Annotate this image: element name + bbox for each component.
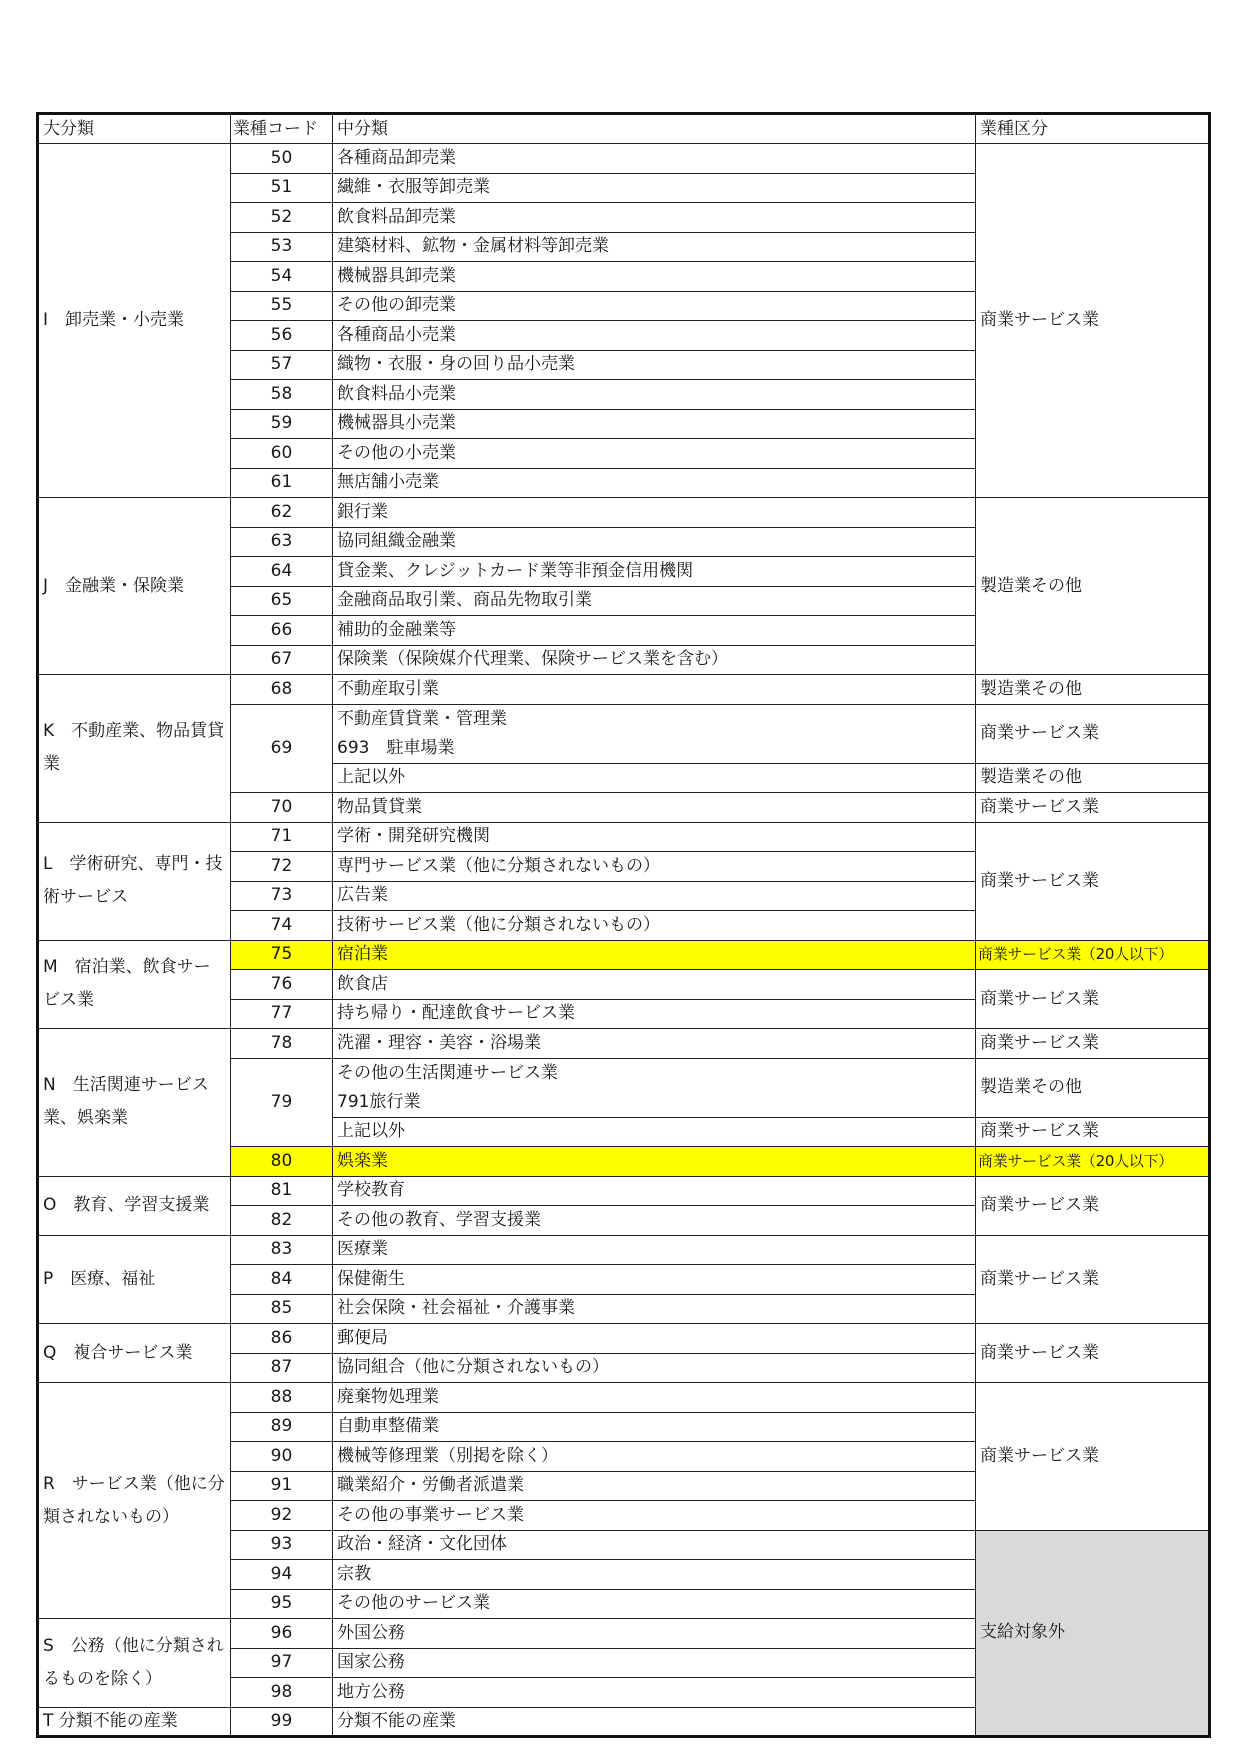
middle-cell: 学術・開発研究機関	[333, 822, 976, 852]
table-row	[38, 144, 1210, 174]
middle-cell: その他の卸売業	[333, 291, 976, 321]
table-row	[38, 675, 1210, 705]
code-cell: 63	[231, 527, 333, 557]
type-cell-excluded: 支給対象外	[976, 1530, 1210, 1737]
code-cell: 75	[231, 940, 333, 970]
code-cell: 64	[231, 557, 333, 587]
table-row	[38, 1029, 1210, 1059]
middle-cell: 洗濯・理容・美容・浴場業	[333, 1029, 976, 1059]
code-cell: 72	[231, 852, 333, 882]
major-T: T 分類不能の産業	[38, 1707, 231, 1737]
middle-cell: 銀行業	[333, 498, 976, 528]
code-cell: 81	[231, 1176, 333, 1206]
code-cell: 97	[231, 1648, 333, 1678]
code-cell: 53	[231, 232, 333, 262]
major-R: R サービス業（他に分類されないもの）	[38, 1383, 231, 1619]
type-cell: 商業サービス業	[976, 704, 1210, 763]
middle-cell: 娯楽業	[333, 1147, 976, 1177]
code-cell: 84	[231, 1265, 333, 1295]
middle-cell: 飲食料品卸売業	[333, 203, 976, 233]
code-cell: 74	[231, 911, 333, 941]
middle-cell: その他の生活関連サービス業	[333, 1058, 976, 1088]
middle-cell: 持ち帰り・配達飲食サービス業	[333, 999, 976, 1029]
code-cell: 70	[231, 793, 333, 823]
middle-cell: 貸金業、クレジットカード業等非預金信用機関	[333, 557, 976, 587]
table-row	[38, 822, 1210, 852]
code-cell: 62	[231, 498, 333, 528]
middle-cell: 機械器具小売業	[333, 409, 976, 439]
major-M: M 宿泊業、飲食サービス業	[38, 940, 231, 1029]
header-type: 業種区分	[976, 114, 1210, 144]
code-cell: 71	[231, 822, 333, 852]
middle-cell: 郵便局	[333, 1324, 976, 1354]
middle-cell: 繊維・衣服等卸売業	[333, 173, 976, 203]
type-cell: 商業サービス業	[976, 144, 1210, 498]
industry-classification-table	[36, 112, 1211, 1738]
middle-cell: 職業紹介・労働者派遣業	[333, 1471, 976, 1501]
code-cell: 58	[231, 380, 333, 410]
middle-cell: 外国公務	[333, 1619, 976, 1649]
table-row	[38, 1324, 1210, 1354]
header-middle: 中分類	[333, 114, 976, 144]
middle-cell: 不動産取引業	[333, 675, 976, 705]
table-row	[38, 498, 1210, 528]
middle-cell: 専門サービス業（他に分類されないもの）	[333, 852, 976, 882]
code-cell: 54	[231, 262, 333, 292]
header-row	[38, 114, 1210, 144]
type-cell: 商業サービス業	[976, 970, 1210, 1029]
code-cell: 82	[231, 1206, 333, 1236]
major-I: I 卸売業・小売業	[38, 144, 231, 498]
code-cell: 61	[231, 468, 333, 498]
code-cell: 87	[231, 1353, 333, 1383]
major-N: N 生活関連サービス業、娯楽業	[38, 1029, 231, 1177]
middle-cell: 保健衛生	[333, 1265, 976, 1295]
code-cell: 69	[231, 704, 333, 793]
major-K: K 不動産業、物品賃貸業	[38, 675, 231, 823]
major-J: J 金融業・保険業	[38, 498, 231, 675]
middle-cell: 宗教	[333, 1560, 976, 1590]
code-cell: 78	[231, 1029, 333, 1059]
type-cell: 商業サービス業	[976, 1324, 1210, 1383]
code-cell: 57	[231, 350, 333, 380]
major-O: O 教育、学習支援業	[38, 1176, 231, 1235]
code-cell: 92	[231, 1501, 333, 1531]
code-cell: 89	[231, 1412, 333, 1442]
middle-cell: 機械器具卸売業	[333, 262, 976, 292]
type-cell: 商業サービス業（20人以下）	[976, 940, 1210, 970]
type-cell: 商業サービス業（20人以下）	[976, 1147, 1210, 1177]
middle-cell: 廃棄物処理業	[333, 1383, 976, 1413]
type-cell: 製造業その他	[976, 1058, 1210, 1117]
code-cell: 59	[231, 409, 333, 439]
middle-cell: 建築材料、鉱物・金属材料等卸売業	[333, 232, 976, 262]
middle-cell: 上記以外	[333, 1117, 976, 1147]
type-cell: 製造業その他	[976, 675, 1210, 705]
code-cell: 51	[231, 173, 333, 203]
major-L: L 学術研究、専門・技術サービス	[38, 822, 231, 940]
header-code: 業種コード	[231, 114, 333, 144]
middle-cell: 693 駐車場業	[333, 734, 976, 764]
type-cell: 商業サービス業	[976, 1117, 1210, 1147]
code-cell: 94	[231, 1560, 333, 1590]
middle-cell: 政治・経済・文化団体	[333, 1530, 976, 1560]
type-cell: 商業サービス業	[976, 793, 1210, 823]
type-cell: 商業サービス業	[976, 822, 1210, 940]
middle-cell: その他の小売業	[333, 439, 976, 469]
middle-cell: 各種商品卸売業	[333, 144, 976, 174]
code-cell: 52	[231, 203, 333, 233]
code-cell: 56	[231, 321, 333, 351]
code-cell: 79	[231, 1058, 333, 1147]
middle-cell: 補助的金融業等	[333, 616, 976, 646]
table-row	[38, 940, 1210, 970]
code-cell: 80	[231, 1147, 333, 1177]
middle-cell: 学校教育	[333, 1176, 976, 1206]
code-cell: 77	[231, 999, 333, 1029]
code-cell: 68	[231, 675, 333, 705]
middle-cell: 機械等修理業（別掲を除く）	[333, 1442, 976, 1472]
code-cell: 86	[231, 1324, 333, 1354]
middle-cell: 保険業（保険媒介代理業、保険サービス業を含む）	[333, 645, 976, 675]
code-cell: 66	[231, 616, 333, 646]
middle-cell: 分類不能の産業	[333, 1707, 976, 1737]
middle-cell: その他のサービス業	[333, 1589, 976, 1619]
middle-cell: 協同組合（他に分類されないもの）	[333, 1353, 976, 1383]
code-cell: 76	[231, 970, 333, 1000]
middle-cell: 飲食料品小売業	[333, 380, 976, 410]
code-cell: 91	[231, 1471, 333, 1501]
code-cell: 73	[231, 881, 333, 911]
middle-cell: 金融商品取引業、商品先物取引業	[333, 586, 976, 616]
code-cell: 99	[231, 1707, 333, 1737]
middle-cell: 地方公務	[333, 1678, 976, 1708]
middle-cell: 飲食店	[333, 970, 976, 1000]
middle-cell: 上記以外	[333, 763, 976, 793]
code-cell: 65	[231, 586, 333, 616]
middle-cell: 医療業	[333, 1235, 976, 1265]
middle-cell: 不動産賃貸業・管理業	[333, 704, 976, 734]
code-cell: 50	[231, 144, 333, 174]
code-cell: 90	[231, 1442, 333, 1472]
middle-cell: 技術サービス業（他に分類されないもの）	[333, 911, 976, 941]
middle-cell: 織物・衣服・身の回り品小売業	[333, 350, 976, 380]
middle-cell: 791旅行業	[333, 1088, 976, 1118]
code-cell: 93	[231, 1530, 333, 1560]
middle-cell: 社会保険・社会福祉・介護事業	[333, 1294, 976, 1324]
code-cell: 95	[231, 1589, 333, 1619]
code-cell: 98	[231, 1678, 333, 1708]
major-P: P 医療、福祉	[38, 1235, 231, 1324]
code-cell: 88	[231, 1383, 333, 1413]
header-major: 大分類	[38, 114, 231, 144]
code-cell: 85	[231, 1294, 333, 1324]
middle-cell: 国家公務	[333, 1648, 976, 1678]
code-cell: 96	[231, 1619, 333, 1649]
middle-cell: 各種商品小売業	[333, 321, 976, 351]
code-cell: 83	[231, 1235, 333, 1265]
code-cell: 55	[231, 291, 333, 321]
major-Q: Q 複合サービス業	[38, 1324, 231, 1383]
middle-cell: 無店舗小売業	[333, 468, 976, 498]
middle-cell: その他の教育、学習支援業	[333, 1206, 976, 1236]
middle-cell: 宿泊業	[333, 940, 976, 970]
middle-cell: 広告業	[333, 881, 976, 911]
middle-cell: 協同組織金融業	[333, 527, 976, 557]
code-cell: 67	[231, 645, 333, 675]
middle-cell: その他の事業サービス業	[333, 1501, 976, 1531]
type-cell: 商業サービス業	[976, 1029, 1210, 1059]
type-cell: 製造業その他	[976, 763, 1210, 793]
type-cell: 商業サービス業	[976, 1383, 1210, 1531]
type-cell: 製造業その他	[976, 498, 1210, 675]
table-row	[38, 1176, 1210, 1206]
middle-cell: 物品賃貸業	[333, 793, 976, 823]
middle-cell: 自動車整備業	[333, 1412, 976, 1442]
major-S: S 公務（他に分類されるものを除く）	[38, 1619, 231, 1708]
table-row	[38, 1235, 1210, 1265]
type-cell: 商業サービス業	[976, 1235, 1210, 1324]
type-cell: 商業サービス業	[976, 1176, 1210, 1235]
table-row	[38, 1383, 1210, 1413]
code-cell: 60	[231, 439, 333, 469]
